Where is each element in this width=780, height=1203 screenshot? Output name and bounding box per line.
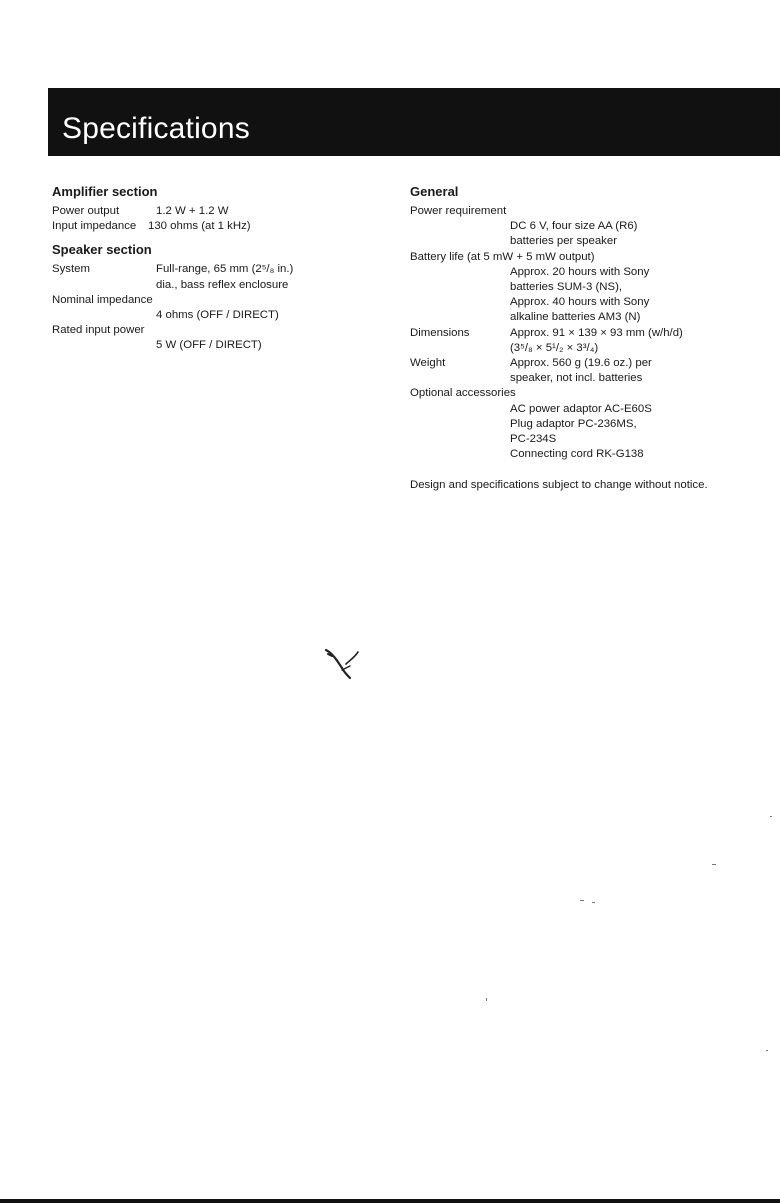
spec-value: 5 W (OFF / DIRECT): [156, 339, 262, 352]
scan-speck: [580, 900, 584, 901]
spec-value-cont: batteries per speaker: [510, 235, 618, 248]
spec-label: Battery life (at 5 mW + 5 mW output): [410, 250, 595, 263]
spec-label: Power output: [52, 205, 120, 217]
spec-label: Nominal impedance: [52, 293, 153, 306]
spec-label: Optional accessories: [410, 387, 516, 400]
spec-row-rated-input-power: [52, 323, 352, 338]
scan-speck: [770, 816, 772, 817]
spec-row-power-requirement: [410, 204, 740, 219]
spec-row-nominal-impedance: [52, 293, 352, 308]
spec-row-dimensions: [410, 326, 740, 341]
scan-speck: [712, 864, 716, 865]
page-title: Specifications: [62, 112, 250, 145]
spec-value-cont: Approx. 40 hours with Sony: [510, 296, 650, 309]
header-bar: [48, 88, 780, 156]
speaker-section-title: Speaker section: [52, 242, 152, 258]
spec-row-power-output: [52, 204, 352, 219]
spec-row-weight: [410, 356, 740, 371]
spec-value-cont: Connecting cord RK-G138: [510, 448, 644, 461]
scan-speck: [592, 902, 595, 903]
spec-value: Full-range, 65 mm (2⁵/₈ in.): [156, 263, 294, 276]
scribble-mark: [320, 642, 364, 682]
right-column: [410, 184, 740, 494]
spec-row-battery-life: [410, 250, 740, 265]
spec-value-cont: PC-234S: [510, 433, 557, 446]
bottom-rule: [0, 1199, 780, 1203]
spec-value: Approx. 560 g (19.6 oz.) per: [510, 357, 652, 370]
spec-value: 4 ohms (OFF / DIRECT): [156, 309, 279, 321]
spec-label: System: [52, 263, 90, 276]
spec-value: DC 6 V, four size AA (R6): [510, 220, 638, 233]
spec-value-cont: (3⁵/₈ × 5¹/₂ × 3³/₄): [510, 341, 599, 354]
spec-row-optional-accessories: [410, 386, 740, 401]
spec-value-cont: Plug adaptor PC-236MS,: [510, 417, 637, 430]
scan-speck: [486, 998, 487, 1001]
spec-value-cont: speaker, not incl. batteries: [510, 372, 643, 385]
spec-row-system: [52, 262, 352, 277]
spec-label: Weight: [410, 357, 446, 370]
amplifier-section-title: Amplifier section: [52, 184, 158, 199]
notice-text: Design and specifications subject to change without notice.: [410, 479, 708, 492]
spec-value-cont: alkaline batteries AM3 (N): [510, 311, 641, 324]
spec-value: 130 ohms (at 1 kHz): [148, 220, 251, 233]
spec-value: AC power adaptor AC-E60S: [510, 402, 652, 415]
spec-value: Approx. 91 × 139 × 93 mm (w/h/d): [510, 326, 683, 339]
spec-label: Input impedance: [52, 220, 137, 233]
spec-label: Dimensions: [410, 326, 470, 339]
general-section-title: General: [410, 184, 459, 199]
spec-value: Approx. 20 hours with Sony: [510, 265, 650, 278]
scan-speck: [766, 1050, 768, 1051]
spec-value-cont: dia., bass reflex enclosure: [156, 278, 289, 291]
spec-row-input-impedance: [52, 219, 352, 234]
spec-label: Power requirement: [410, 205, 507, 217]
left-column: [52, 184, 352, 354]
spec-value: 1.2 W + 1.2 W: [156, 205, 229, 217]
spec-label: Rated input power: [52, 324, 145, 337]
spec-value-cont: batteries SUM-3 (NS),: [510, 281, 623, 294]
